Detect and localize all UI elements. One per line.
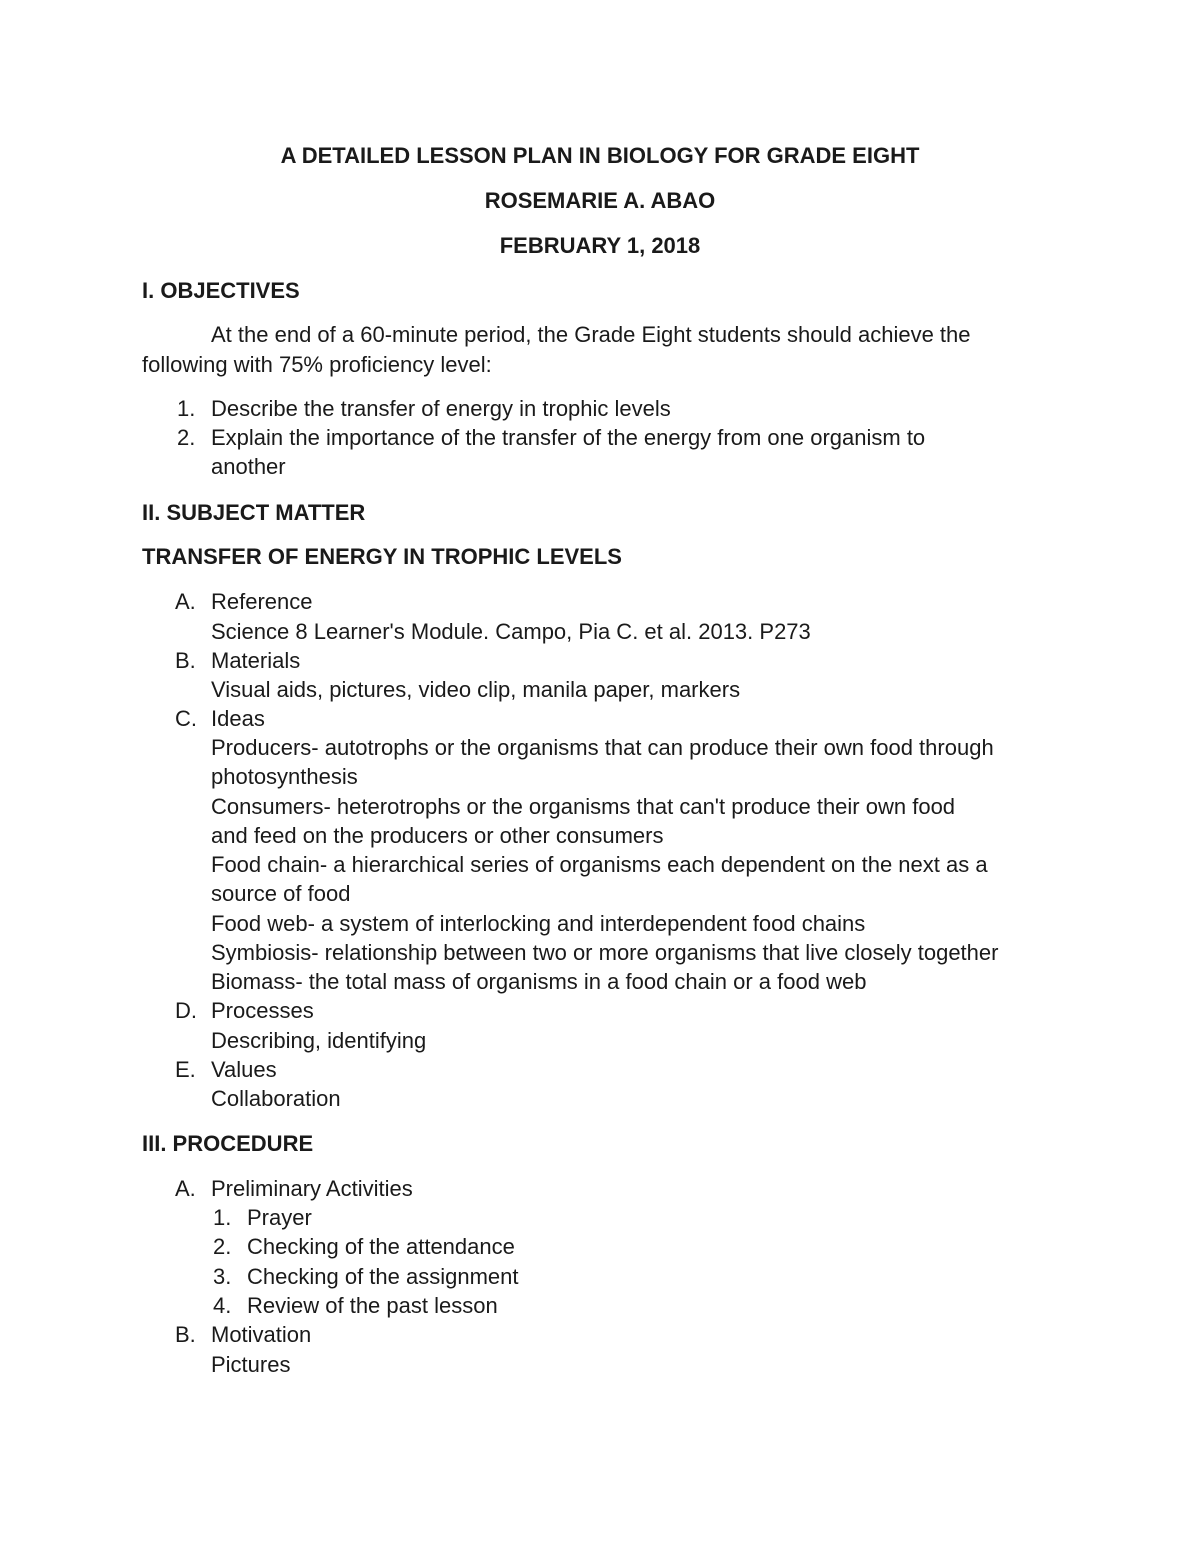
subject-item-label: Processes (211, 998, 314, 1023)
procedure-heading: III. PROCEDURE (142, 1131, 314, 1156)
subject-item-marker: A. (175, 589, 196, 614)
subject-item-detail: Producers- autotrophs or the organisms that can produce their own food through (211, 735, 994, 760)
procedure-subitem-text: Review of the past lesson (247, 1293, 498, 1318)
subject-item-detail: Biomass- the total mass of organisms in a food chain or a food web (211, 969, 867, 994)
subject-item-detail: Visual aids, pictures, video clip, manila paper, markers (211, 677, 741, 702)
subject-item-marker: E. (175, 1057, 196, 1082)
subject-item-marker: B. (175, 648, 196, 673)
procedure-subitem-marker: 4. (213, 1293, 232, 1318)
procedure-item-marker: A. (175, 1176, 196, 1201)
subject-item-detail: photosynthesis (211, 764, 358, 789)
procedure-item-label: Motivation (211, 1322, 312, 1347)
subject-matter-topic: TRANSFER OF ENERGY IN TROPHIC LEVELS (142, 544, 622, 569)
subject-item-detail: Food chain- a hierarchical series of organisms each dependent on the next as a (211, 852, 988, 877)
subject-item-detail: Collaboration (211, 1086, 341, 1111)
subject-item-detail: Describing, identifying (211, 1028, 427, 1053)
subject-item-marker: D. (175, 998, 197, 1023)
subject-item-detail: Food web- a system of interlocking and interdependent food chains (211, 911, 866, 936)
document-title: A DETAILED LESSON PLAN IN BIOLOGY FOR GRADE EIGHT (280, 143, 920, 168)
objectives-heading: I. OBJECTIVES (142, 278, 300, 303)
objectives-intro-line2: following with 75% proficiency level: (142, 352, 492, 377)
objective-marker: 1. (177, 396, 196, 421)
procedure-subitem-marker: 1. (213, 1205, 232, 1230)
document-author: ROSEMARIE A. ABAO (484, 188, 716, 213)
procedure-item-marker: B. (175, 1322, 196, 1347)
subject-item-detail: source of food (211, 881, 351, 906)
objective-item-text: another (211, 454, 286, 479)
procedure-subitem-text: Prayer (247, 1205, 312, 1230)
procedure-subitem-marker: 2. (213, 1234, 232, 1259)
subject-item-label: Reference (211, 589, 313, 614)
subject-item-marker: C. (175, 706, 197, 731)
subject-matter-heading: II. SUBJECT MATTER (142, 500, 366, 525)
objective-item-text: Describe the transfer of energy in trophic levels (211, 396, 671, 421)
procedure-item-label: Preliminary Activities (211, 1176, 413, 1201)
subject-item-detail: and feed on the producers or other consumers (211, 823, 664, 848)
document-date: FEBRUARY 1, 2018 (499, 233, 701, 258)
subject-item-detail: Symbiosis- relationship between two or more organisms that live closely together (211, 940, 999, 965)
procedure-item-detail: Pictures (211, 1352, 291, 1377)
subject-item-detail: Science 8 Learner's Module. Campo, Pia C. et al. 2013. P273 (211, 619, 811, 644)
subject-item-label: Materials (211, 648, 301, 673)
subject-item-label: Ideas (211, 706, 265, 731)
procedure-subitem-text: Checking of the attendance (247, 1234, 515, 1259)
procedure-subitem-marker: 3. (213, 1264, 232, 1289)
objective-item-text: Explain the importance of the transfer of the energy from one organism to (211, 425, 926, 450)
objective-marker: 2. (177, 425, 196, 450)
procedure-subitem-text: Checking of the assignment (247, 1264, 519, 1289)
subject-item-label: Values (211, 1057, 277, 1082)
objectives-intro-line1: At the end of a 60-minute period, the Grade Eight students should achieve the (211, 322, 971, 347)
subject-item-detail: Consumers- heterotrophs or the organisms that can't produce their own food (211, 794, 956, 819)
